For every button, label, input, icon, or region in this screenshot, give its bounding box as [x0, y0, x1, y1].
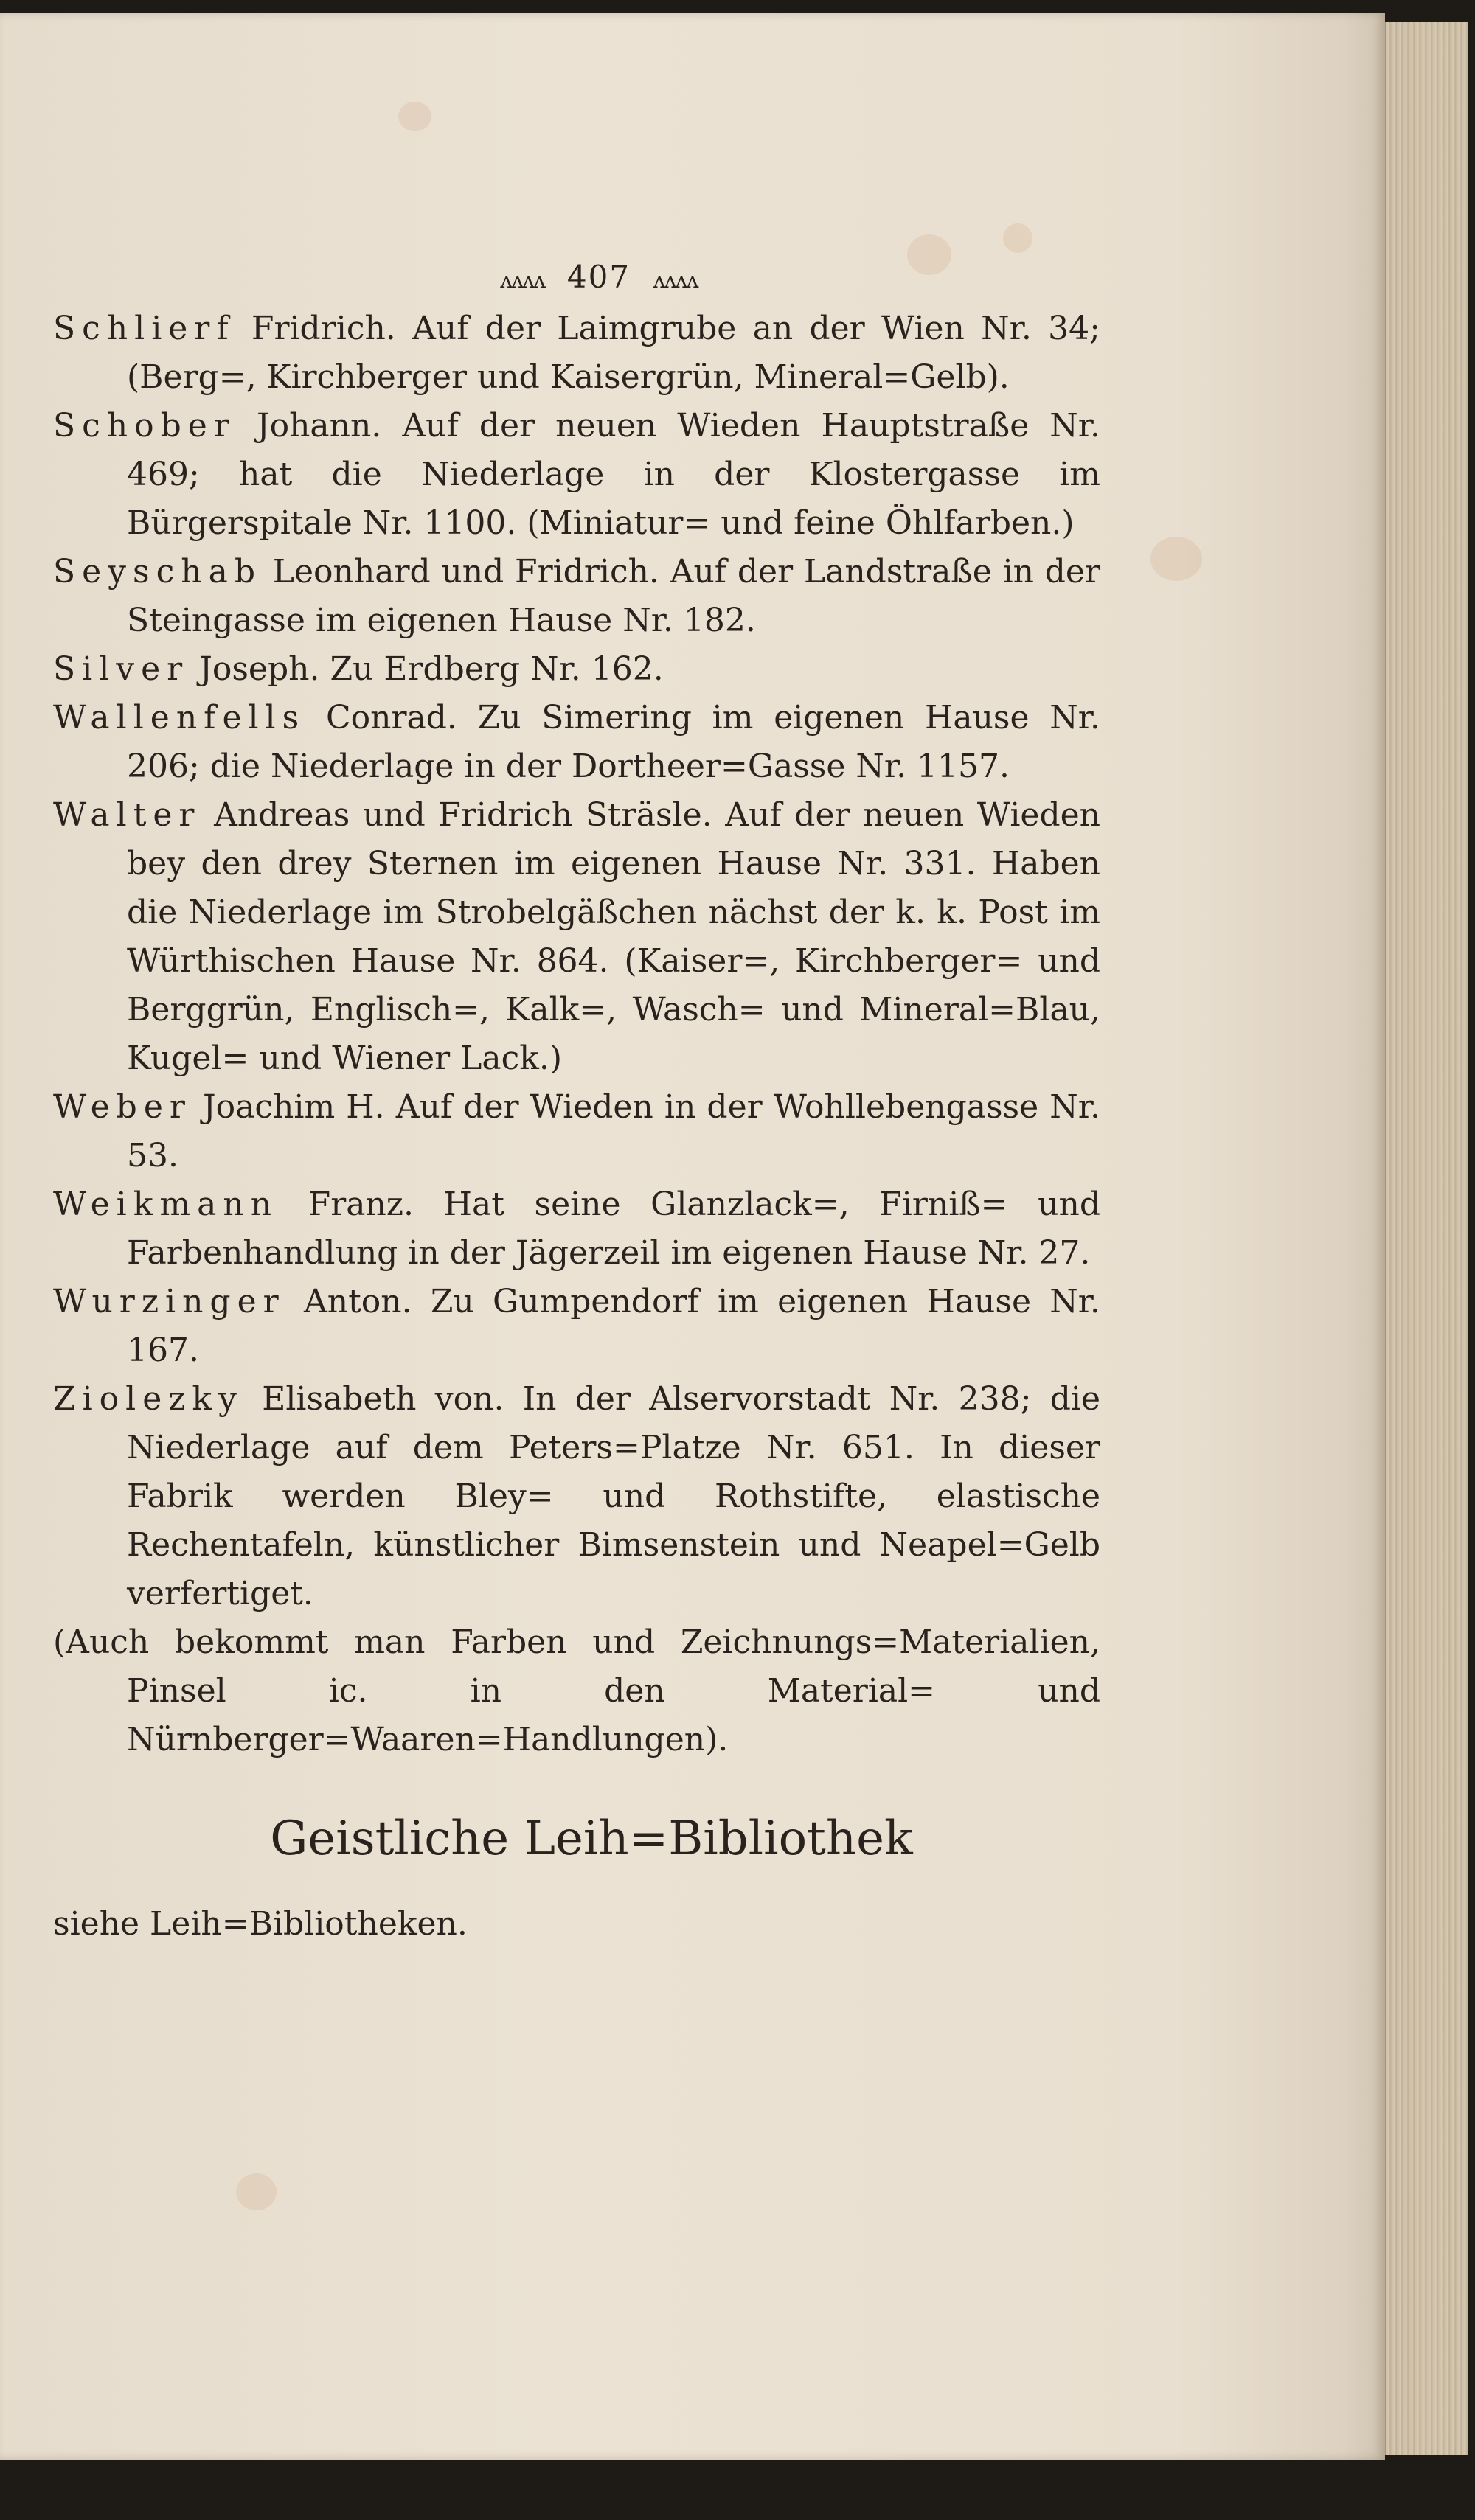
foxing-stain [1150, 537, 1202, 581]
closing-note: (Auch bekommt man Farben und Zeichnungs=Materialien, Pinsel ic. in den Material= und Nürnberger=Waaren=Handlungen). [53, 1623, 1100, 1758]
entry-text: Joseph. Zu Erdberg Nr. 162. [199, 650, 664, 688]
directory-entry [53, 1083, 1100, 1180]
directory-entry [53, 1278, 1100, 1375]
foxing-stain [1003, 223, 1032, 253]
entry-surname: Ziolezky [53, 1380, 243, 1418]
page-text [53, 253, 1100, 1949]
entry-text: Andreas und Fridrich Sträsle. Auf der neuen Wieden bey den drey Sternen im eigenen Hause Nr. 331. Haben die Niederlage im Strobelgäßchen nächst der k. k. Post im Würthischen Hause Nr. 864. (Kaiser=, Kirchberger= und Berggrün, Englisch=, Kalk=, Wasch= und Mineral=Blau, Kugel= und Wiener Lack.) [127, 796, 1100, 1077]
page-header [97, 253, 1100, 304]
entry-surname: Wurzinger [53, 1283, 285, 1320]
header-ornament-right: ʌʌʌʌ [653, 268, 698, 293]
entry-surname: Schlierf [53, 310, 235, 347]
foxing-stain [236, 2173, 277, 2210]
entry-surname: Seyschab [53, 553, 262, 591]
directory-entry [53, 1180, 1100, 1278]
directory-entry [53, 791, 1100, 1083]
entry-text: Johann. Auf der neuen Wieden Hauptstraße Nr. 469; hat die Niederlage in der Klostergasse im Bürgerspitale Nr. 1100. (Miniatur= und feine Öhlfarben.) [127, 407, 1100, 542]
paper-sheet [0, 13, 1385, 2460]
directory-entry [53, 1375, 1100, 1618]
directory-entry [53, 548, 1100, 645]
entry-text: Fridrich. Auf der Laimgrube an der Wien Nr. 34; (Berg=, Kirchberger und Kaisergrün, Mineral=Gelb). [127, 310, 1100, 396]
section-title: Geistliche Leih=Bibliothek [270, 1811, 913, 1866]
entry-surname: Wallenfells [53, 699, 306, 737]
header-ornament-left: ʌʌʌʌ [500, 268, 545, 293]
entry-text: Leonhard und Fridrich. Auf der Landstraße in der Steingasse im eigenen Hause Nr. 182. [127, 553, 1100, 639]
directory-entry [53, 304, 1100, 402]
foxing-stain [398, 102, 431, 131]
entry-surname: Walter [53, 796, 201, 834]
directory-entry [53, 645, 1100, 694]
entry-text: Joachim H. Auf der Wieden in der Wohllebengasse Nr. 53. [127, 1088, 1100, 1174]
entry-text: Anton. Zu Gumpendorf im eigenen Hause Nr. 167. [127, 1283, 1100, 1369]
entry-text: Conrad. Zu Simering im eigenen Hause Nr. 206; die Niederlage in der Dortheer=Gasse Nr. 1157. [127, 699, 1100, 785]
entry-surname: Silver [53, 650, 190, 688]
page-number: 407 [566, 259, 631, 295]
cross-reference: siehe Leih=Bibliotheken. [53, 1905, 468, 1943]
entry-text: Elisabeth von. In der Alservorstadt Nr. 238; die Niederlage auf dem Peters=Platze Nr. 651. In dieser Fabrik werden Bley= und Rothstifte, elastische Rechentafeln, künstlicher Bimsenstein und Neapel=Gelb verfertiget. [127, 1380, 1100, 1612]
page-edges [1385, 22, 1468, 2455]
entry-surname: Weikmann [53, 1186, 279, 1223]
directory-entry [53, 402, 1100, 548]
directory-entry [53, 694, 1100, 791]
entry-surname: Weber [53, 1088, 192, 1126]
entry-text: Franz. Hat seine Glanzlack=, Firniß= und Farbenhandlung in der Jägerzeil im eigenen Hause Nr. 27. [127, 1186, 1100, 1272]
entry-surname: Schober [53, 407, 236, 445]
